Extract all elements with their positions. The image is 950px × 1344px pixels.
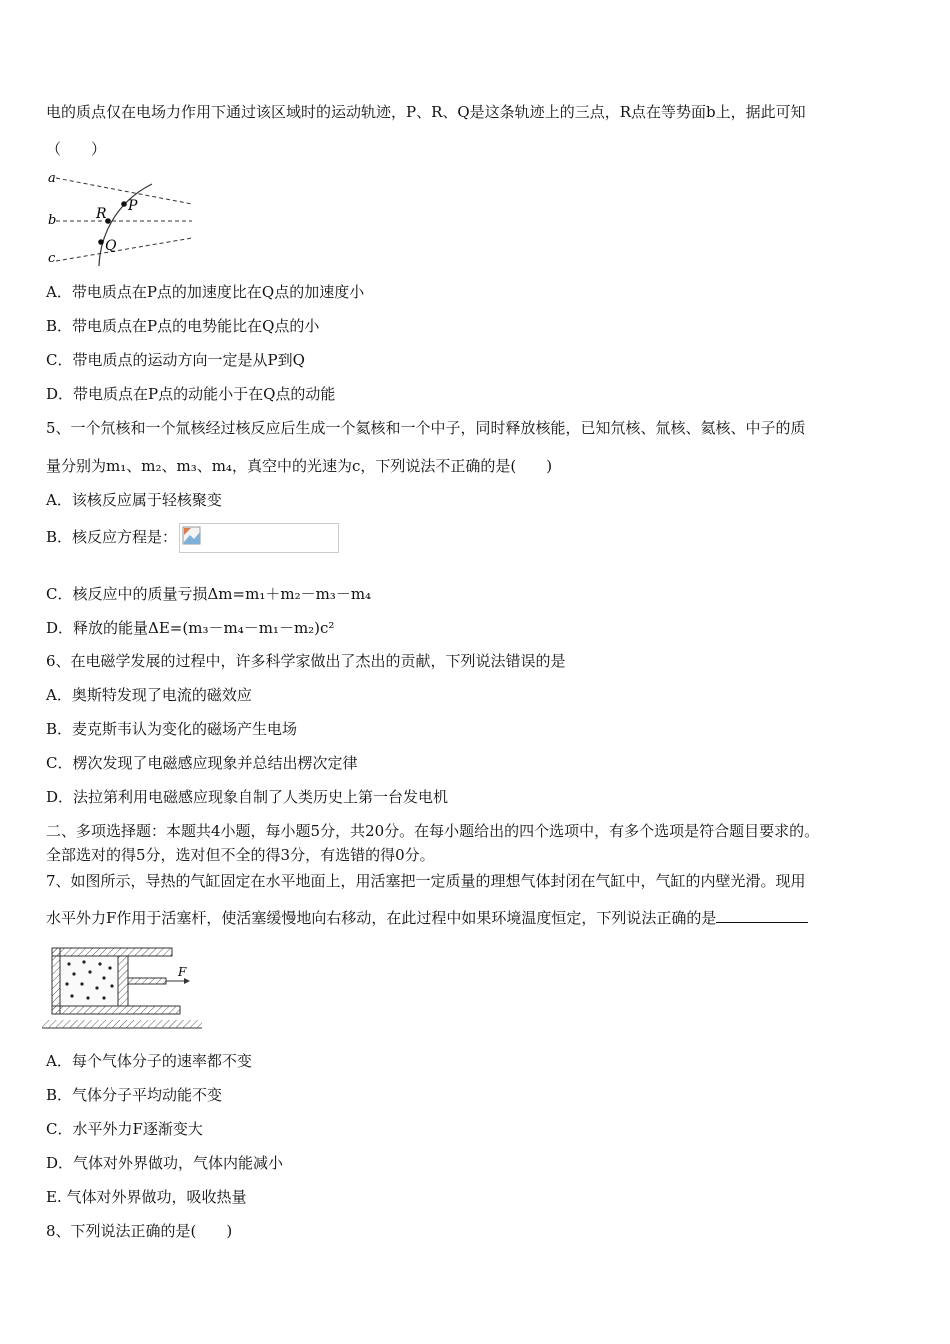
q4-option-d: D．带电质点在P点的动能小于在Q点的动能 xyxy=(46,385,336,403)
label-Q: Q xyxy=(105,238,117,254)
label-c: c xyxy=(48,251,56,266)
q4-stem-line1: 电的质点仅在电场力作用下通过该区域时的运动轨迹，P、R、Q是这条轨迹上的三点，R点在等势面b上，据此可知 xyxy=(46,103,806,121)
q5-option-b-label: B．核反应方程是： xyxy=(46,528,178,546)
q7-option-a: A．每个气体分子的速率都不变 xyxy=(46,1052,252,1070)
label-R: R xyxy=(96,206,107,222)
q7-option-e: E. 气体对外界做功，吸收热量 xyxy=(46,1188,247,1206)
q7-option-b: B．气体分子平均动能不变 xyxy=(46,1086,223,1104)
label-F: F xyxy=(178,965,187,979)
label-a: a xyxy=(48,171,56,186)
q7-option-c: C．水平外力F逐渐变大 xyxy=(46,1120,203,1138)
section2-line2: 全部选对的得5分，选对但不全的得3分，有选错的得0分。 xyxy=(46,846,435,864)
q4-option-c: C．带电质点的运动方向一定是从P到Q xyxy=(46,351,305,369)
q5-option-c: C．核反应中的质量亏损Δm=m₁＋m₂－m₃－m₄ xyxy=(46,585,372,603)
q7-option-d: D．气体对外界做功，气体内能减小 xyxy=(46,1154,284,1172)
cylinder-piston-figure xyxy=(42,942,212,1034)
q4-stem-line2: （ ） xyxy=(46,140,107,158)
q6-option-b: B．麦克斯韦认为变化的磁场产生电场 xyxy=(46,720,298,738)
q6-option-a: A．奥斯特发现了电流的磁效应 xyxy=(46,686,252,704)
equipotential-figure xyxy=(44,168,194,268)
label-P: P xyxy=(128,198,138,214)
q4-option-b: B．带电质点在P点的电势能比在Q点的小 xyxy=(46,317,320,335)
q6-option-d: D．法拉第利用电磁感应现象自制了人类历史上第一台发电机 xyxy=(46,788,449,806)
broken-image-placeholder xyxy=(179,523,339,553)
q5-option-d: D．释放的能量ΔE=(m₃－m₄－m₁－m₂)c² xyxy=(46,619,335,637)
q6-option-c: C．楞次发现了电磁感应现象并总结出楞次定律 xyxy=(46,754,358,772)
q4-option-a: A．带电质点在P点的加速度比在Q点的加速度小 xyxy=(46,283,365,301)
q7-stem-line2 xyxy=(46,908,808,928)
q5-stem-line1: 5、一个氘核和一个氚核经过核反应后生成一个氦核和一个中子，同时释放核能，已知氘核、氚核、氦核、中子的质 xyxy=(46,419,806,437)
answer-blank[interactable] xyxy=(716,908,808,923)
label-b: b xyxy=(48,213,57,228)
q5-option-b xyxy=(46,522,339,553)
broken-image-icon xyxy=(182,526,202,546)
q7-stem-line2-text: 水平外力F作用于活塞杆，使活塞缓慢地向右移动，在此过程中如果环境温度恒定，下列说法正确的是 xyxy=(46,909,717,927)
q7-stem-line1: 7、如图所示，导热的气缸固定在水平地面上，用活塞把一定质量的理想气体封闭在气缸中，气缸的内壁光滑。现用 xyxy=(46,872,806,890)
q8-stem: 8、下列说法正确的是( ) xyxy=(46,1222,233,1240)
q5-option-a: A．该核反应属于轻核聚变 xyxy=(46,491,222,509)
q6-stem: 6、在电磁学发展的过程中，许多科学家做出了杰出的贡献，下列说法错误的是 xyxy=(46,652,566,670)
q5-stem-line2: 量分别为m₁、m₂、m₃、m₄，真空中的光速为c，下列说法不正确的是( ) xyxy=(46,457,553,475)
section2-line1: 二、多项选择题：本题共4小题，每小题5分，共20分。在每小题给出的四个选项中，有多个选项是符合题目要求的。 xyxy=(46,822,820,840)
